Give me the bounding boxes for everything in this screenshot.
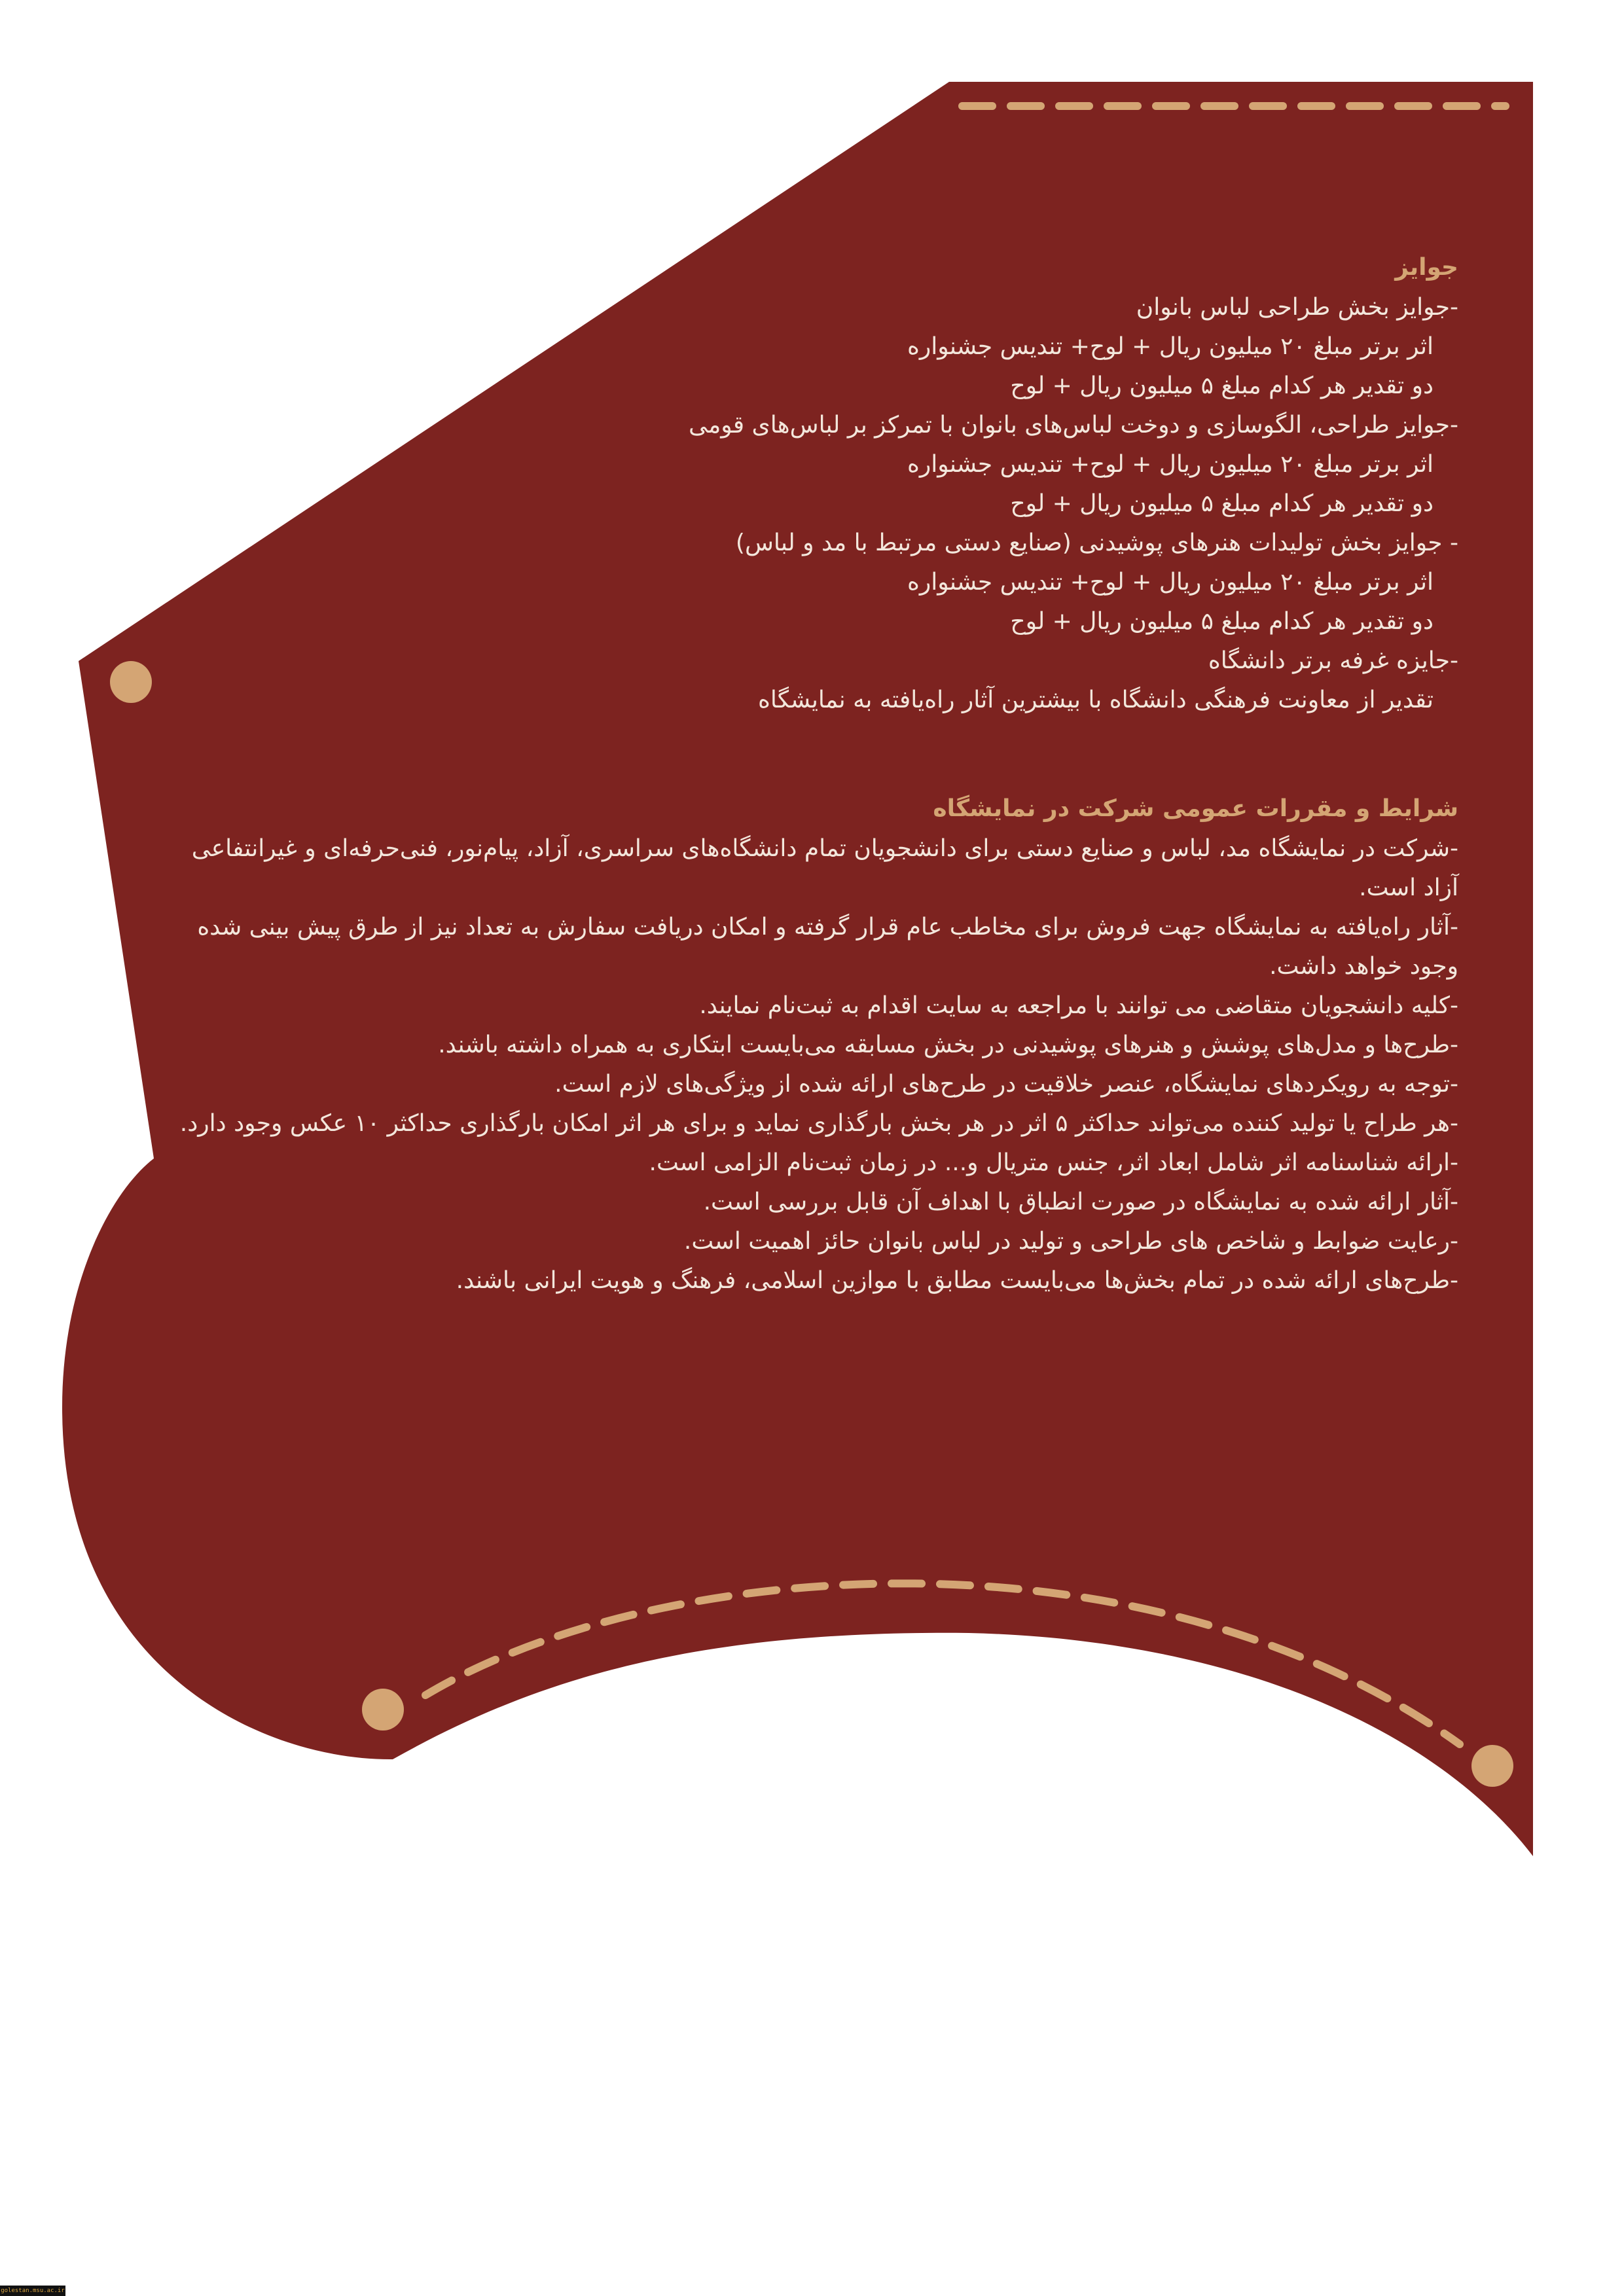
rule-item: -هر طراح یا تولید کننده می‌تواند حداکثر ۵ اثر در هر بخش بارگذاری نماید و برای هر اثر امکان بارگذاری حداکثر ۱۰ عکس وجود دارد.: [179, 1110, 1458, 1137]
rivet-dot-left: [110, 661, 152, 703]
rule-item: -ارائه شناسنامه اثر شامل ابعاد اثر، جنس متریال و... در زمان ثبت‌نام الزامی است.: [649, 1149, 1458, 1176]
prize-detail-line: تقدیر از معاونت فرهنگی دانشگاه با بیشترین آثار راه‌یافته به نمایشگاه: [758, 687, 1434, 713]
rule-item: -طرح‌های ارائه شده در تمام بخش‌ها می‌بایست مطابق با موازین اسلامی، فرهنگ و هویت ایرانی باشند.: [456, 1267, 1458, 1294]
prize-detail-line: اثر برتر مبلغ ۲۰ میلیون ریال + لوح+ تندیس جشنواره: [907, 569, 1434, 596]
rule-item: -کلیه دانشجویان متقاضی می توانند با مراجعه به سایت اقدام به ثبت‌نام نمایند.: [699, 992, 1458, 1019]
rule-item: -رعایت ضوابط و شاخص های طراحی و تولید در لباس بانوان حائز اهمیت است.: [683, 1228, 1458, 1255]
rivet-dot-bottom-right: [1471, 1745, 1513, 1787]
rule-item: -توجه به رویکردهای نمایشگاه، عنصر خلاقیت در طرح‌های ارائه شده از ویژگی‌های لازم است.: [554, 1071, 1458, 1098]
rule-item: -آثار ارائه شده به نمایشگاه در صورت انطباق با اهداف آن قابل بررسی است.: [703, 1189, 1458, 1215]
rules-heading: شرایط و مقررات عمومی شرکت در نمایشگاه: [933, 795, 1458, 822]
prize-detail-line: اثر برتر مبلغ ۲۰ میلیون ریال + لوح+ تندیس جشنواره: [907, 451, 1434, 478]
prize-detail-line: دو تقدیر هر کدام مبلغ ۵ میلیون ریال + لوح: [1010, 490, 1434, 517]
prize-category-line: -جوایز طراحی، الگوسازی و دوخت لباس‌های بانوان با تمرکز بر لباس‌های قومی: [688, 412, 1458, 439]
source-watermark: golestan.msu.ac.ir: [0, 2286, 65, 2296]
rules-section: [149, 789, 1458, 1300]
prize-detail-line: دو تقدیر هر کدام مبلغ ۵ میلیون ریال + لوح: [1010, 372, 1434, 399]
rivet-dot-bottom-left: [362, 1689, 404, 1731]
rule-item: -طرح‌ها و مدل‌های پوشش و هنرهای پوشیدنی در بخش مسابقه می‌بایست ابتکاری به همراه داشته باشند.: [438, 1031, 1458, 1058]
prize-category-line: - جوایز بخش تولیدات هنرهای پوشیدنی (صنایع دستی مرتبط با مد و لباس): [735, 529, 1458, 556]
prize-detail-line: اثر برتر مبلغ ۲۰ میلیون ریال + لوح+ تندیس جشنواره: [907, 333, 1434, 360]
prize-detail-line: دو تقدیر هر کدام مبلغ ۵ میلیون ریال + لوح: [1010, 608, 1434, 635]
prizes-heading: جوایز: [1395, 254, 1458, 281]
prize-category-line: -جایزه غرفه برتر دانشگاه: [1208, 647, 1458, 674]
prize-category-line: -جوایز بخش طراحی لباس بانوان: [1136, 294, 1458, 321]
rule-item: -شرکت در نمایشگاه مد، لباس و صنایع دستی برای دانشجویان تمام دانشگاه‌های سراسری، آزاد، پیام‌نور، فنی‌حرفه‌ای و غیرانتفاعی آزاد است.: [191, 835, 1458, 901]
prizes-section: [542, 247, 1458, 720]
rule-item: -آثار راه‌یافته به نمایشگاه جهت فروش برای مخاطب عام قرار گرفته و امکان دریافت سفارش به تعداد نیز از طرق پیش بینی شده وجود خواهد داشت.: [197, 914, 1458, 980]
